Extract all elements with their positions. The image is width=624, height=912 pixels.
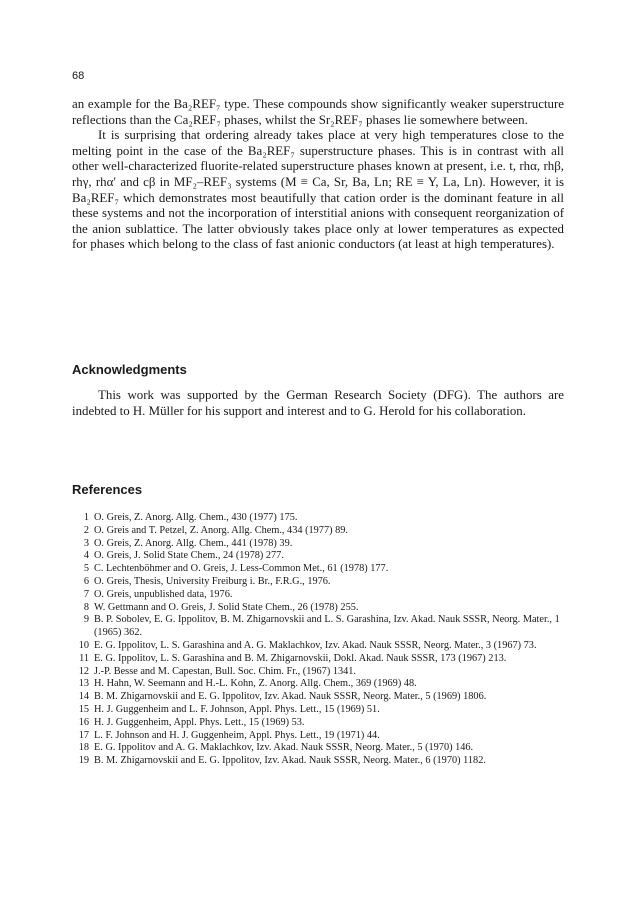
acknowledgments-body xyxy=(72,388,564,419)
reference-text: H. J. Guggenheim, Appl. Phys. Lett., 15 (1969) 53. xyxy=(94,716,305,728)
reference-number: 6 xyxy=(83,575,89,587)
reference-number: 13 xyxy=(78,678,89,690)
reference-text: H. Hahn, W. Seemann and H.-L. Kohn, Z. Anorg. Allg. Chem., 369 (1969) 48. xyxy=(94,678,417,690)
reference-item xyxy=(72,730,564,743)
page-number: 68 xyxy=(72,70,85,82)
reference-text: O. Greis and T. Petzel, Z. Anorg. Allg. Chem., 434 (1977) 89. xyxy=(94,524,348,536)
reference-text: E. G. Ippolitov and A. G. Maklachkov, Izv. Akad. Nauk SSSR, Neorg. Mater., 5 (1970) 146. xyxy=(94,742,474,754)
reference-list xyxy=(72,512,564,768)
reference-item xyxy=(72,563,564,576)
reference-item xyxy=(72,589,564,602)
reference-number: 8 xyxy=(83,601,89,613)
reference-text: O. Greis, unpublished data, 1976. xyxy=(94,588,233,600)
reference-text: O. Greis, Z. Anorg. Allg. Chem., 441 (1978) 39. xyxy=(94,537,293,549)
paragraph-2: It is surprising that ordering already takes place at very high temperatures close to the melting point in the case of the Ba₂REF₇ superstructure phases. This is in contrast with all other well-characterized fluorite-related superstructure phases known at present, i.e. t, rhα, rhβ, rhγ, rhα′ and cβ in MF₂–REF₃ systems (M ≡ Ca, Sr, Ba, Ln; RE ≡ Y, La, Ln). However, it is Ba₂REF₇ which demonstrates most beautifully that cation order is the dominant feature in all these systems and not the incorporation of interstitial anions with consequent reorganization of the anion sublattice. The latter obviously takes place only at lower temperatures as expected for phases which belong to the class of fast anionic conductors (at least at high temperatures). xyxy=(72,128,564,252)
reference-item xyxy=(72,653,564,666)
reference-number: 7 xyxy=(83,588,89,600)
reference-number: 9 xyxy=(83,614,89,626)
reference-text: O. Greis, J. Solid State Chem., 24 (1978) 277. xyxy=(94,550,284,562)
reference-number: 15 xyxy=(78,703,89,715)
reference-text: H. J. Guggenheim and L. F. Johnson, Appl. Phys. Lett., 15 (1969) 51. xyxy=(94,703,380,715)
reference-text: E. G. Ippolitov, L. S. Garashina and B. M. Zhigarnovskii, Dokl. Akad. Nauk SSSR, 173 (1967) 213. xyxy=(94,652,507,664)
reference-number: 14 xyxy=(78,691,89,703)
reference-number: 5 xyxy=(83,563,89,575)
reference-text: E. G. Ippolitov, L. S. Garashina and A. G. Maklachkov, Izv. Akad. Nauk SSSR, Neorg. Mater., 3 (1967) 73. xyxy=(94,639,537,651)
reference-text: O. Greis, Thesis, University Freiburg i. Br., F.R.G., 1976. xyxy=(94,575,331,587)
reference-number: 18 xyxy=(78,742,89,754)
reference-number: 3 xyxy=(83,537,89,549)
reference-number: 12 xyxy=(78,665,89,677)
reference-item xyxy=(72,525,564,538)
reference-item xyxy=(72,614,564,640)
reference-number: 16 xyxy=(78,716,89,728)
reference-item xyxy=(72,742,564,755)
reference-item xyxy=(72,704,564,717)
reference-item xyxy=(72,678,564,691)
reference-item xyxy=(72,550,564,563)
body-text xyxy=(72,97,564,253)
reference-item xyxy=(72,538,564,551)
reference-number: 17 xyxy=(78,729,89,741)
reference-number: 10 xyxy=(78,639,89,651)
reference-number: 11 xyxy=(79,652,89,664)
reference-text: W. Gettmann and O. Greis, J. Solid State Chem., 26 (1978) 255. xyxy=(94,601,359,613)
reference-text: J.-P. Besse and M. Capestan, Bull. Soc. Chim. Fr., (1967) 1341. xyxy=(94,665,356,677)
references-heading: References xyxy=(72,482,143,497)
reference-text: B. P. Sobolev, E. G. Ippolitov, B. M. Zhigarnovskii and L. S. Garashina, Izv. Akad. Nauk SSSR, Neorg. Mater., 1 (1965) 362. xyxy=(94,614,560,639)
acknowledgments-heading: Acknowledgments xyxy=(72,362,187,377)
reference-item xyxy=(72,602,564,615)
reference-number: 19 xyxy=(78,755,89,767)
reference-number: 1 xyxy=(83,512,89,523)
reference-item xyxy=(72,576,564,589)
reference-item xyxy=(72,755,564,768)
reference-item xyxy=(72,666,564,679)
reference-number: 4 xyxy=(83,550,89,562)
reference-text: B. M. Zhigarnovskii and E. G. Ippolitov, Izv. Akad. Nauk SSSR, Neorg. Mater., 6 (1970) 1182. xyxy=(94,755,486,767)
reference-text: O. Greis, Z. Anorg. Allg. Chem., 430 (1977) 175. xyxy=(94,512,298,523)
reference-item xyxy=(72,640,564,653)
reference-item xyxy=(72,512,564,525)
reference-text: L. F. Johnson and H. J. Guggenheim, Appl. Phys. Lett., 19 (1971) 44. xyxy=(94,729,380,741)
acknowledgments-paragraph: This work was supported by the German Research Society (DFG). The authors are indebted to H. Müller for his support and interest and to G. Herold for his collaboration. xyxy=(72,388,564,418)
reference-text: B. M. Zhigarnovskii and E. G. Ippolitov, Izv. Akad. Nauk SSSR, Neorg. Mater., 5 (1969) 1806. xyxy=(94,691,487,703)
paragraph-1: an example for the Ba₂REF₇ type. These compounds show significantly weaker superstructure reflections than the Ca₂REF₇ phases, whilst the Sr₂REF₇ phases lie somewhere between. xyxy=(72,97,564,127)
reference-number: 2 xyxy=(83,524,89,536)
reference-item xyxy=(72,691,564,704)
reference-text: C. Lechtenböhmer and O. Greis, J. Less-Common Met., 61 (1978) 177. xyxy=(94,563,389,575)
reference-item xyxy=(72,717,564,730)
